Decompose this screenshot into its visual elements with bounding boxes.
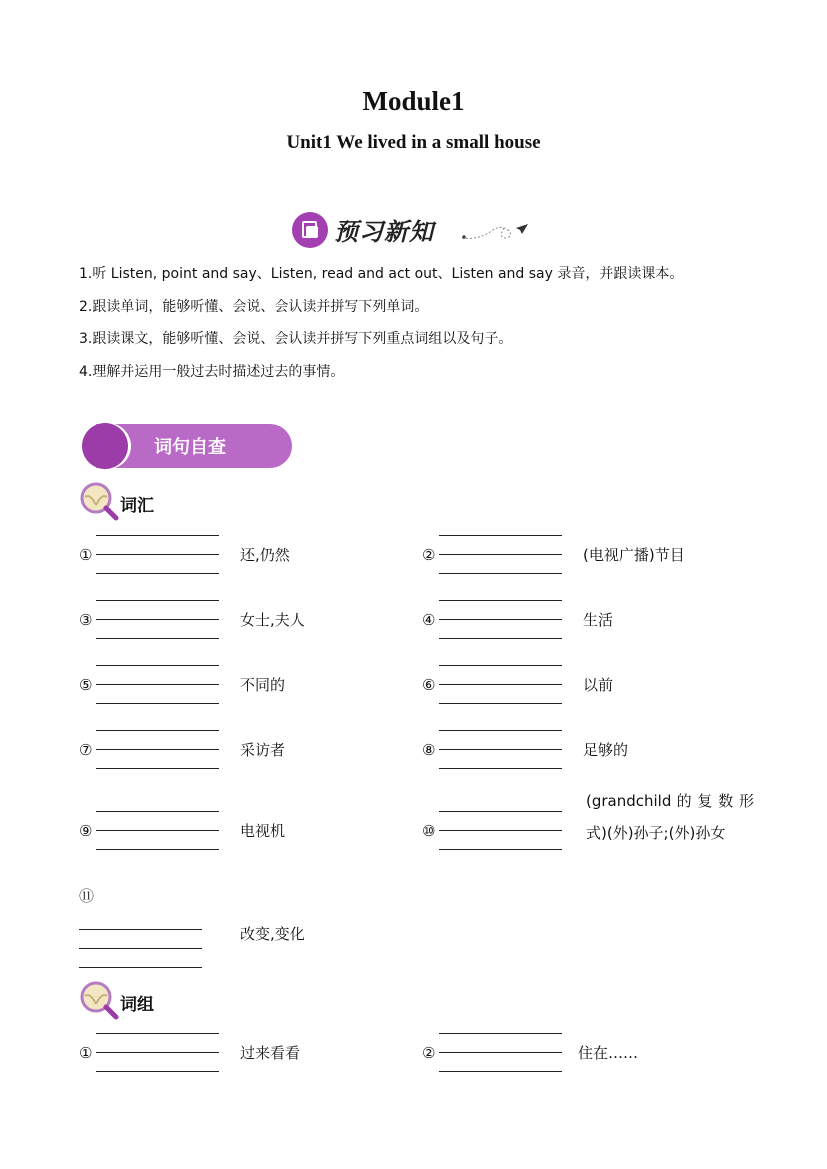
preview-section-title: 预习新知 <box>334 218 434 246</box>
item-number: ④ <box>422 611 436 629</box>
answer-lines[interactable] <box>439 811 562 851</box>
item-meaning: 生活 <box>583 611 614 629</box>
item-meaning: 采访者 <box>240 741 286 759</box>
item-number: ② <box>422 1044 436 1062</box>
item-number: ② <box>422 546 436 564</box>
answer-lines[interactable] <box>439 535 562 575</box>
item-meaning: 改变,变化 <box>240 925 305 943</box>
item-number: ⑨ <box>79 822 93 840</box>
item-number: ① <box>79 546 93 564</box>
item-meaning: 以前 <box>583 676 614 694</box>
answer-lines[interactable] <box>439 730 562 770</box>
magnifier-icon <box>79 980 119 1020</box>
document-icon <box>292 212 328 248</box>
item-number: ⑥ <box>422 676 436 694</box>
answer-lines[interactable] <box>439 665 562 705</box>
answer-lines[interactable] <box>96 811 219 851</box>
section-pill-circle <box>82 423 128 469</box>
vocab-item <box>79 887 409 969</box>
item-meaning: 电视机 <box>240 822 286 840</box>
item-meaning: 住在…… <box>578 1044 639 1062</box>
item-number: ① <box>79 1044 93 1062</box>
answer-lines[interactable] <box>96 730 219 770</box>
vocab-item <box>422 525 762 585</box>
item-meaning: 女士,夫人 <box>240 611 305 629</box>
vocab-item <box>79 801 409 861</box>
item-meaning: (grandchild 的 复 数 形式)(外)孙子;(外)孙女 <box>586 792 754 842</box>
vocab-item <box>422 720 762 780</box>
phrase-header-label: 词组 <box>120 995 154 1015</box>
vocab-item <box>422 792 762 861</box>
self-check-section-title: 词句自查 <box>154 437 226 458</box>
answer-lines[interactable] <box>96 665 219 705</box>
item-meaning: 过来看看 <box>240 1044 301 1062</box>
item-meaning: 不同的 <box>240 676 286 694</box>
vocab-header-label: 词汇 <box>120 496 154 516</box>
item-meaning: (电视广播)节目 <box>583 546 685 564</box>
magnifier-icon <box>79 481 119 521</box>
objective-item: 2.跟读单词，能够听懂、会说、会认读并拼写下列单词。 <box>79 298 429 315</box>
item-number: ⑪ <box>79 887 95 905</box>
answer-lines[interactable] <box>96 600 219 640</box>
answer-lines[interactable] <box>96 535 219 575</box>
page-title: Module1 <box>362 86 465 116</box>
item-number: ③ <box>79 611 93 629</box>
objective-item: 1.听 Listen, point and say、Listen, read and act out、Listen and say 录音，并跟读课本。 <box>79 266 684 282</box>
item-number: ⑧ <box>422 741 436 759</box>
page-subtitle: Unit1 We lived in a small house <box>286 132 541 153</box>
vocab-item <box>79 590 409 650</box>
answer-lines[interactable] <box>439 600 562 640</box>
vocab-item <box>79 525 409 585</box>
item-meaning: 足够的 <box>583 741 629 759</box>
item-number: ⑦ <box>79 741 93 759</box>
vocab-item <box>79 655 409 715</box>
vocab-item <box>422 590 762 650</box>
vocab-item <box>422 655 762 715</box>
item-number: ⑤ <box>79 676 93 694</box>
objective-item: 4.理解并运用一般过去时描述过去的事情。 <box>79 363 345 380</box>
item-meaning: 还,仍然 <box>240 546 290 564</box>
vocab-item <box>79 720 409 780</box>
objectives-list <box>79 258 779 388</box>
phrase-item <box>422 1023 762 1083</box>
paper-plane-icon <box>460 218 530 242</box>
item-number: ⑩ <box>422 822 436 840</box>
self-check-section-header <box>82 423 292 469</box>
objective-item: 3.跟读课文，能够听懂、会说、会认读并拼写下列重点词组以及句子。 <box>79 331 513 347</box>
answer-lines[interactable] <box>439 1033 562 1073</box>
answer-lines[interactable] <box>79 929 202 969</box>
preview-section-header <box>292 210 532 250</box>
answer-lines[interactable] <box>96 1033 219 1073</box>
phrase-item <box>79 1023 409 1083</box>
